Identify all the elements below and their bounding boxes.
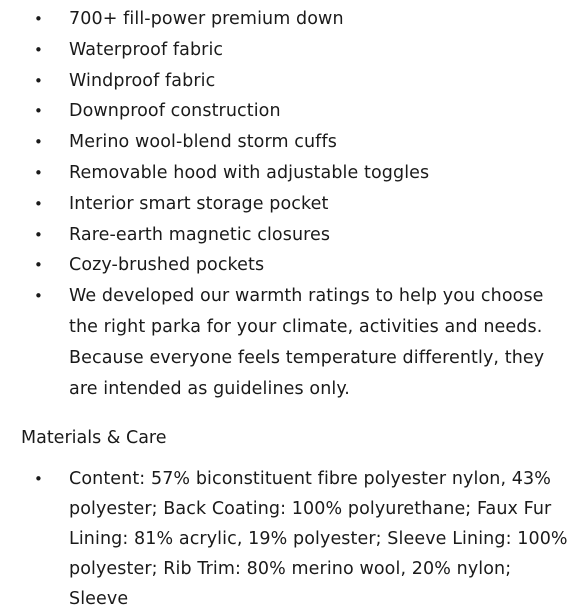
materials-content-text: Content: 57% biconstituent fibre polyester nylon, 43% polyester; Back Coating: 100% polyurethane; Faux Fur Lining: 81% acrylic, 19% polyester; Sleeve Lining: 100% polyester; Rib Trim: 80% merino wool, 20% nylon; Sleeve <box>69 469 568 609</box>
list-item <box>0 35 580 66</box>
list-item <box>0 189 580 220</box>
list-item <box>0 4 580 35</box>
list-item <box>0 127 580 158</box>
list-item <box>0 158 580 189</box>
list-item <box>0 464 580 614</box>
feature-text: Removable hood with adjustable toggles <box>69 162 430 183</box>
feature-text: Windproof fabric <box>69 70 216 91</box>
feature-text: Waterproof fabric <box>69 39 224 60</box>
list-item <box>0 66 580 97</box>
feature-text: Interior smart storage pocket <box>69 193 329 214</box>
bullet-icon: • <box>34 256 43 275</box>
bullet-icon: • <box>34 71 43 90</box>
bullet-icon: • <box>34 133 43 152</box>
materials-list <box>0 464 580 614</box>
materials-care-heading: Materials & Care <box>21 428 167 448</box>
feature-text: Cozy-brushed pockets <box>69 255 265 276</box>
bullet-icon: • <box>34 225 43 244</box>
list-item <box>0 96 580 127</box>
bullet-icon: • <box>34 10 43 28</box>
feature-text: 700+ fill-power premium down <box>69 9 344 29</box>
warmth-rating-note: We developed our warmth ratings to help you choose the right parka for your climate, activities and needs. Because everyone feels temperature differently, they are intended as guidelines only. <box>69 286 545 399</box>
features-list <box>0 4 580 404</box>
bullet-icon: • <box>34 470 43 488</box>
list-item <box>0 250 580 281</box>
feature-text: Rare-earth magnetic closures <box>69 224 331 245</box>
bullet-icon: • <box>34 287 43 306</box>
bullet-icon: • <box>34 163 43 182</box>
feature-text: Downproof construction <box>69 101 281 122</box>
feature-text: Merino wool-blend storm cuffs <box>69 132 337 153</box>
bullet-icon: • <box>34 194 43 213</box>
list-item <box>0 220 580 251</box>
bullet-icon: • <box>34 40 43 59</box>
list-item <box>0 281 580 404</box>
bullet-icon: • <box>34 102 43 121</box>
